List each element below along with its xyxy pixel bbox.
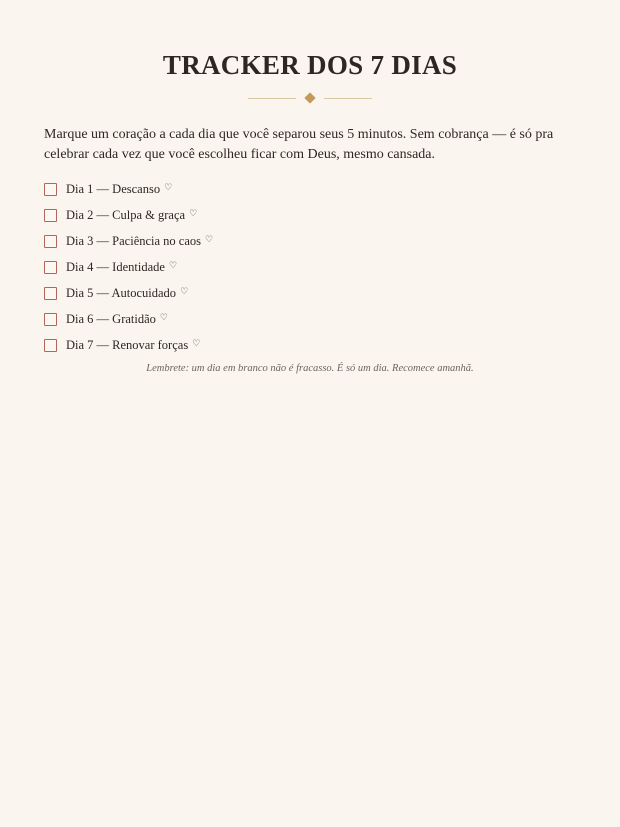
- page-title: TRACKER DOS 7 DIAS: [162, 50, 458, 80]
- day-checklist: [44, 176, 213, 358]
- title-divider: [248, 92, 372, 104]
- heart-icon: ♡: [192, 339, 201, 349]
- checkbox-day-4[interactable]: [44, 261, 57, 274]
- heart-icon: ♡: [205, 235, 214, 245]
- divider-line-left: [248, 98, 296, 99]
- diamond-ornament-icon: [304, 92, 315, 103]
- heart-icon: ♡: [189, 209, 198, 219]
- checklist-item-day-5[interactable]: [44, 280, 213, 306]
- day-label: Dia 7 — Renovar forças: [66, 337, 189, 352]
- checklist-item-day-6[interactable]: [44, 306, 213, 332]
- day-label: Dia 4 — Identidade: [66, 259, 165, 274]
- intro-text: Marque um coração a cada dia que você separou seus 5 minutos. Sem cobrança — é só pra celebrar cada vez que você escolheu ficar com Deus, mesmo cansada.: [44, 127, 554, 162]
- checklist-item-day-3[interactable]: [44, 228, 213, 254]
- checklist-item-day-4[interactable]: [44, 254, 213, 280]
- heart-icon: ♡: [180, 287, 189, 297]
- checklist-item-day-2[interactable]: [44, 202, 213, 228]
- checklist-item-day-1[interactable]: [44, 176, 213, 202]
- checkbox-day-3[interactable]: [44, 235, 57, 248]
- checkbox-day-1[interactable]: [44, 183, 57, 196]
- checkbox-day-7[interactable]: [44, 339, 57, 352]
- checkbox-day-2[interactable]: [44, 209, 57, 222]
- divider-line-right: [324, 98, 372, 99]
- checkbox-day-6[interactable]: [44, 313, 57, 326]
- checklist-item-day-7[interactable]: [44, 332, 213, 358]
- day-label: Dia 3 — Paciência no caos: [66, 233, 202, 248]
- day-label: Dia 1 — Descanso: [66, 181, 161, 196]
- checkbox-day-5[interactable]: [44, 287, 57, 300]
- day-label: Dia 6 — Gratidão: [66, 311, 156, 326]
- day-label: Dia 5 — Autocuidado: [66, 285, 177, 300]
- heart-icon: ♡: [164, 183, 173, 193]
- heart-icon: ♡: [168, 261, 178, 271]
- day-label: Dia 2 — Culpa & graça: [66, 207, 186, 222]
- heart-icon: ♡: [159, 313, 168, 323]
- reminder-note: Lembrete: um dia em branco não é fracasso. É só um dia. Recomece amanhã.: [146, 363, 474, 374]
